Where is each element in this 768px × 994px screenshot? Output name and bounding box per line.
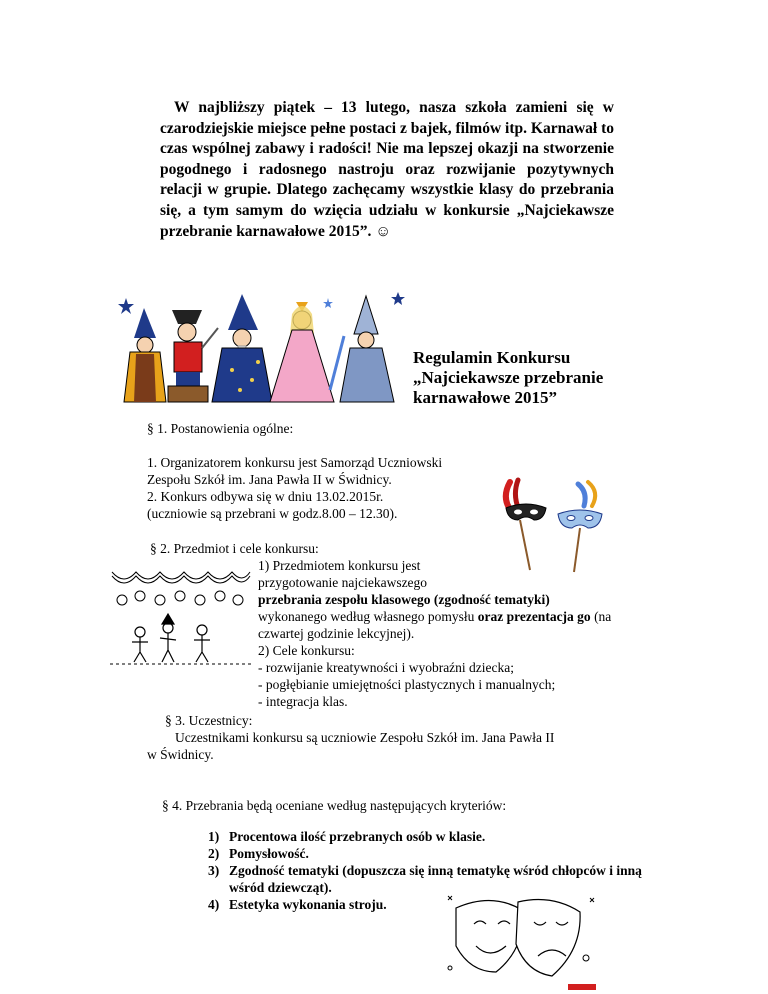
dancing-children-icon [132,614,210,662]
s2-line: 1) Przedmiotem konkursu jest [258,558,421,573]
section-2-content [258,557,611,710]
s2-line: 2) Cele konkursu: [258,643,355,658]
s1-line: 1. Organizatorem konkursu jest Samorząd Uczniowski [147,455,443,470]
section-3-heading: § 3. Uczestnicy: [165,713,253,728]
regulation-title [413,348,663,408]
criteria-item: 3) Zgodność tematyki (dopuszcza się inną tematykę wśród chłopców i inną wśród dziewcząt). [208,863,642,895]
party-illustration [110,566,252,666]
grey-wizard-figure [330,296,394,402]
s3-line: Uczestnikami konkursu są uczniowie Zespołu Szkół im. Jana Pawła II [175,730,555,745]
tragedy-mask-icon [516,900,580,976]
title-line-2: „Najciekawsze przebranie [413,368,604,387]
star-icon [391,292,405,305]
s2-line: - rozwijanie kreatywności i wyobraźni dziecka; [258,660,515,675]
star-icon [323,298,333,308]
comedy-mask-icon [456,900,522,972]
s2-line: przebrania zespołu klasowego (zgodność tematyki) [258,592,550,607]
title-line-1: Regulamin Konkursu [413,348,571,367]
star-icon [118,298,134,314]
s2-line: wykonanego według własnego pomysłu oraz prezentacja go (na [258,609,612,624]
criteria-item: 2) Pomysłowość. [208,846,309,861]
costume-characters-illustration [116,290,406,408]
criteria-item: 1) Procentowa ilość przebranych osób w klasie. [208,829,486,844]
intro-paragraph [160,98,614,242]
s1-line: Zespołu Szkół im. Jana Pawła II w Świdnicy. [147,472,392,487]
balloons-icon [117,591,243,605]
criteria-item: 4) Estetyka wykonania stroju. [208,897,387,912]
s2-line: - pogłębianie umiejętności plastycznych i manualnych; [258,677,556,692]
section-4-heading: § 4. Przebrania będą oceniane według następujących kryteriów: [162,798,507,813]
wizard-figure [124,308,166,402]
section-1-heading: § 1. Postanowienia ogólne: [147,421,294,436]
blue-wizard-figure [212,294,272,402]
section-1-content [147,454,442,522]
theatre-masks-illustration [440,888,600,992]
s3-line: w Świdnicy. [147,747,214,762]
princess-figure [270,302,334,402]
s2-line: czwartej godzinie lekcyjnej). [258,626,415,641]
intro-text: W najbliższy piątek – 13 lutego, nasza szkoła zamieni się w czarodziejskie miejsce pełne postaci z bajek, filmów itp. Karnawał to czas wspólnej zabawy i radości! Nie ma lepszej okazji na stworzenie pogodnego i radosnego nastroju oraz rozwijanie pozytywnych relacji w grupie. Dlatego zachęcamy wszystkie klasy do przebrania się, a tym samym do wzięcia udziału w konkursie „Najciekawsze przebranie karnawałowe 2015”. ☺ [160,99,614,240]
watermark-badge [568,984,596,990]
s2-line: - integracja klas. [258,694,348,709]
s1-line: (uczniowie są przebrani w godz.8.00 – 12.30). [147,506,398,521]
section-2-heading: § 2. Przedmiot i cele konkursu: [150,541,319,556]
garland-icon [112,572,250,583]
title-line-3: karnawałowe 2015” [413,388,558,407]
pirate-figure [168,310,218,402]
section-3-content [147,729,554,763]
s2-line: przygotowanie najciekawszego [258,575,428,590]
s1-line: 2. Konkurs odbywa się w dniu 13.02.2015r. [147,489,384,504]
